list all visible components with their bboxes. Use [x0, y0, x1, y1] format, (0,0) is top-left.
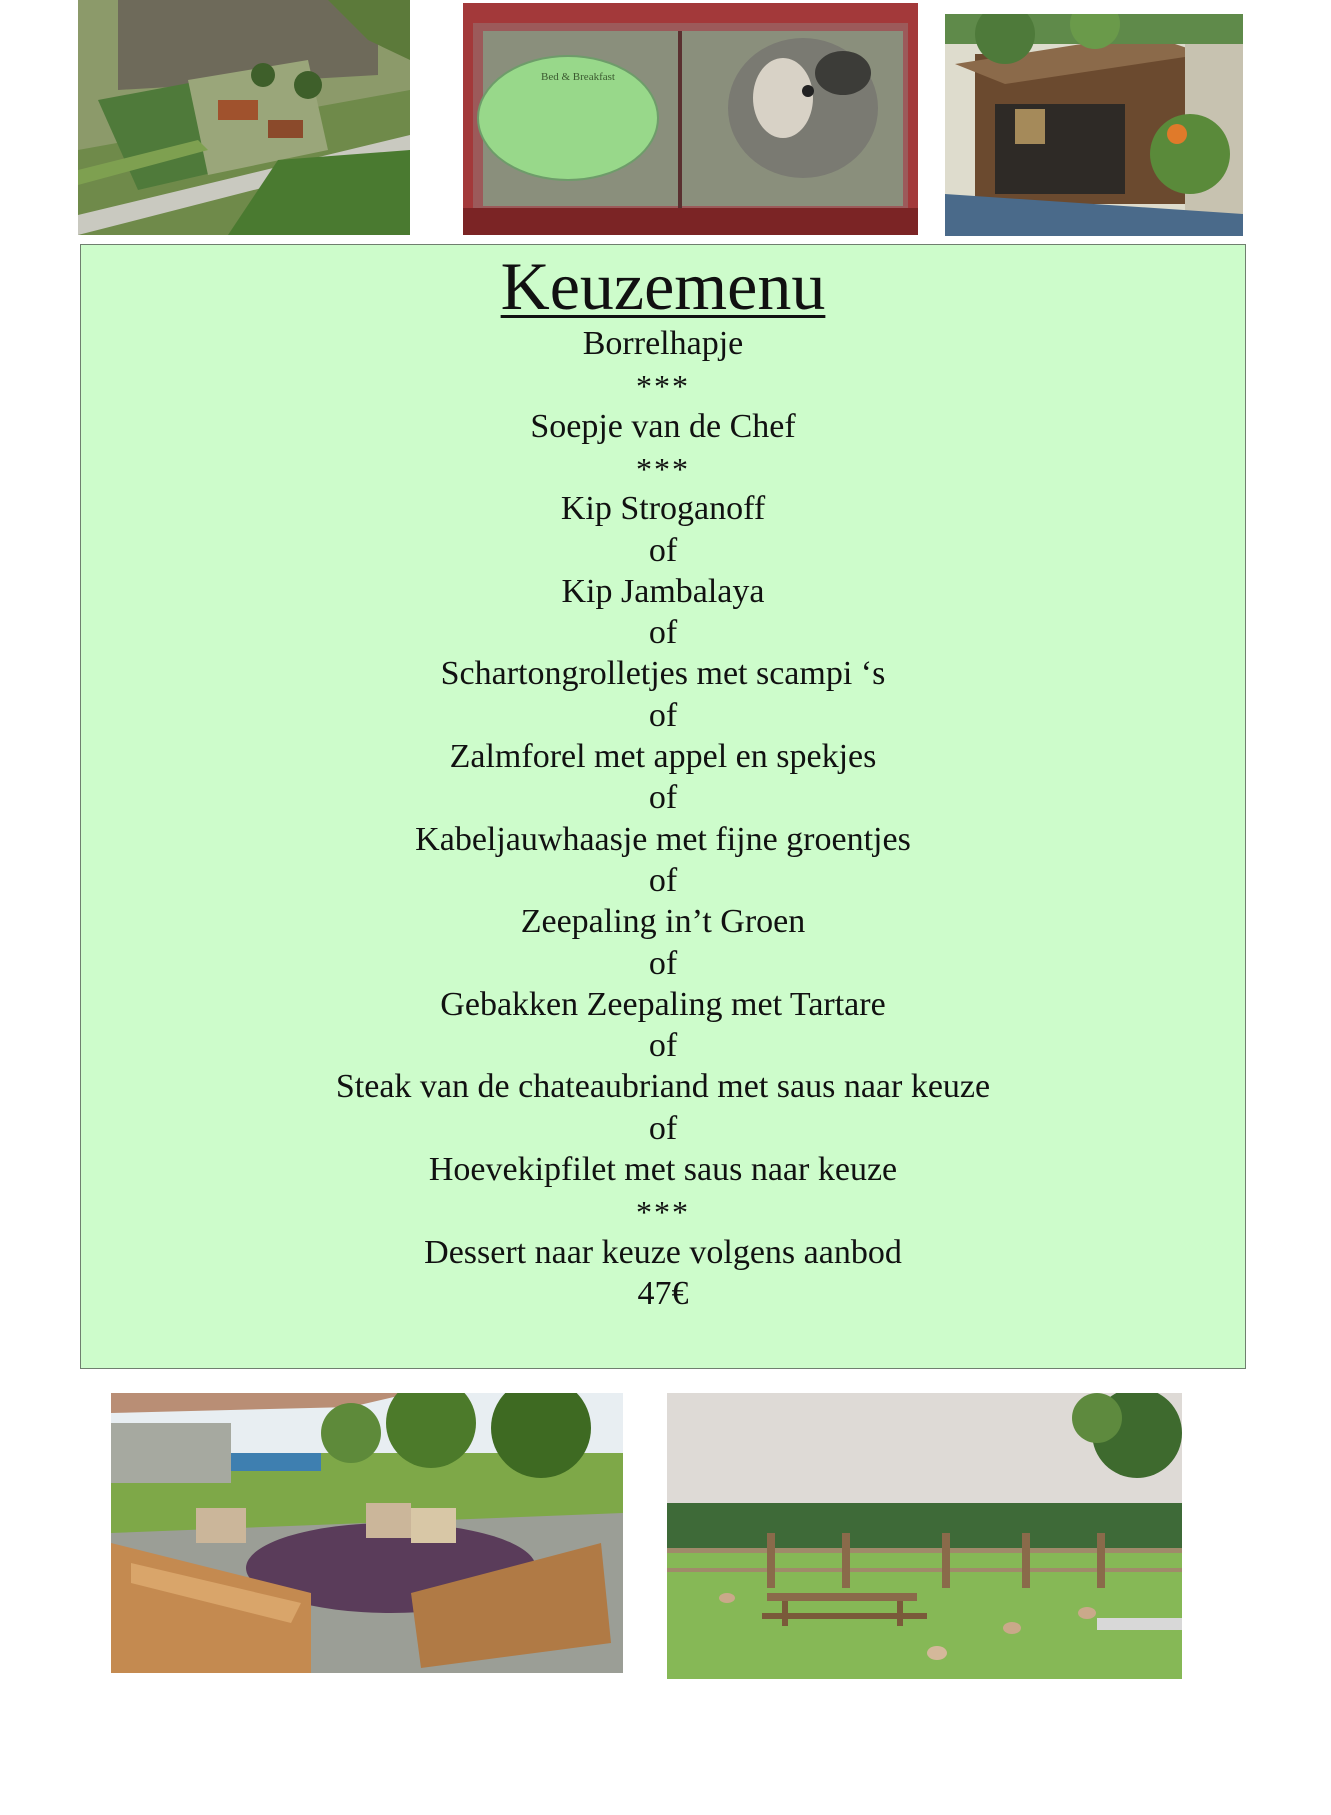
- menu-or: of: [648, 614, 678, 652]
- menu-or: of: [648, 696, 678, 734]
- menu-item: Zalmforel met appel en spekjes: [449, 738, 877, 775]
- van-photo: [463, 3, 918, 235]
- menu-item: Kip Jambalaya: [561, 572, 765, 610]
- menu-item: Zeepaling in’t Groen: [520, 903, 806, 941]
- menu-item: Kabeljauwhaasje met fijne groentjes: [415, 820, 911, 858]
- meadow-rabbits-photo: [667, 1393, 1182, 1679]
- menu-or: of: [648, 944, 678, 982]
- menu-or: of: [648, 1027, 678, 1065]
- menu-or: of: [648, 531, 678, 569]
- menu-item: Kip Stroganoff: [560, 490, 766, 528]
- menu-item: Dessert naar keuze volgens aanbod: [424, 1233, 902, 1271]
- menu-item: Soepje van de Chef: [530, 407, 796, 445]
- menu-separator: ***: [636, 368, 690, 405]
- menu-item: Borrelhapje: [582, 325, 744, 362]
- menu-panel: [80, 244, 1246, 1369]
- menu-item: Steak van de chateaubriand met saus naar keuze: [335, 1068, 991, 1106]
- terrace-table-photo: [111, 1393, 623, 1673]
- menu-item: Hoevekipfilet met saus naar keuze: [428, 1151, 898, 1188]
- aerial-farm-photo: [78, 0, 410, 235]
- menu-title: Keuzemenu: [500, 248, 826, 324]
- menu-separator: ***: [636, 450, 690, 487]
- menu-separator: ***: [636, 1194, 690, 1231]
- menu-item: Gebakken Zeepaling met Tartare: [440, 985, 886, 1023]
- van-sign-text: Bed & Breakfast: [541, 71, 615, 83]
- garden-house-photo: [945, 14, 1243, 236]
- menu-or: of: [648, 861, 678, 899]
- menu-or: of: [648, 779, 678, 817]
- menu-item: 47€: [637, 1274, 689, 1312]
- menu-or: of: [648, 1109, 678, 1147]
- menu-item: Schartongrolletjes met scampi ‘s: [440, 655, 886, 693]
